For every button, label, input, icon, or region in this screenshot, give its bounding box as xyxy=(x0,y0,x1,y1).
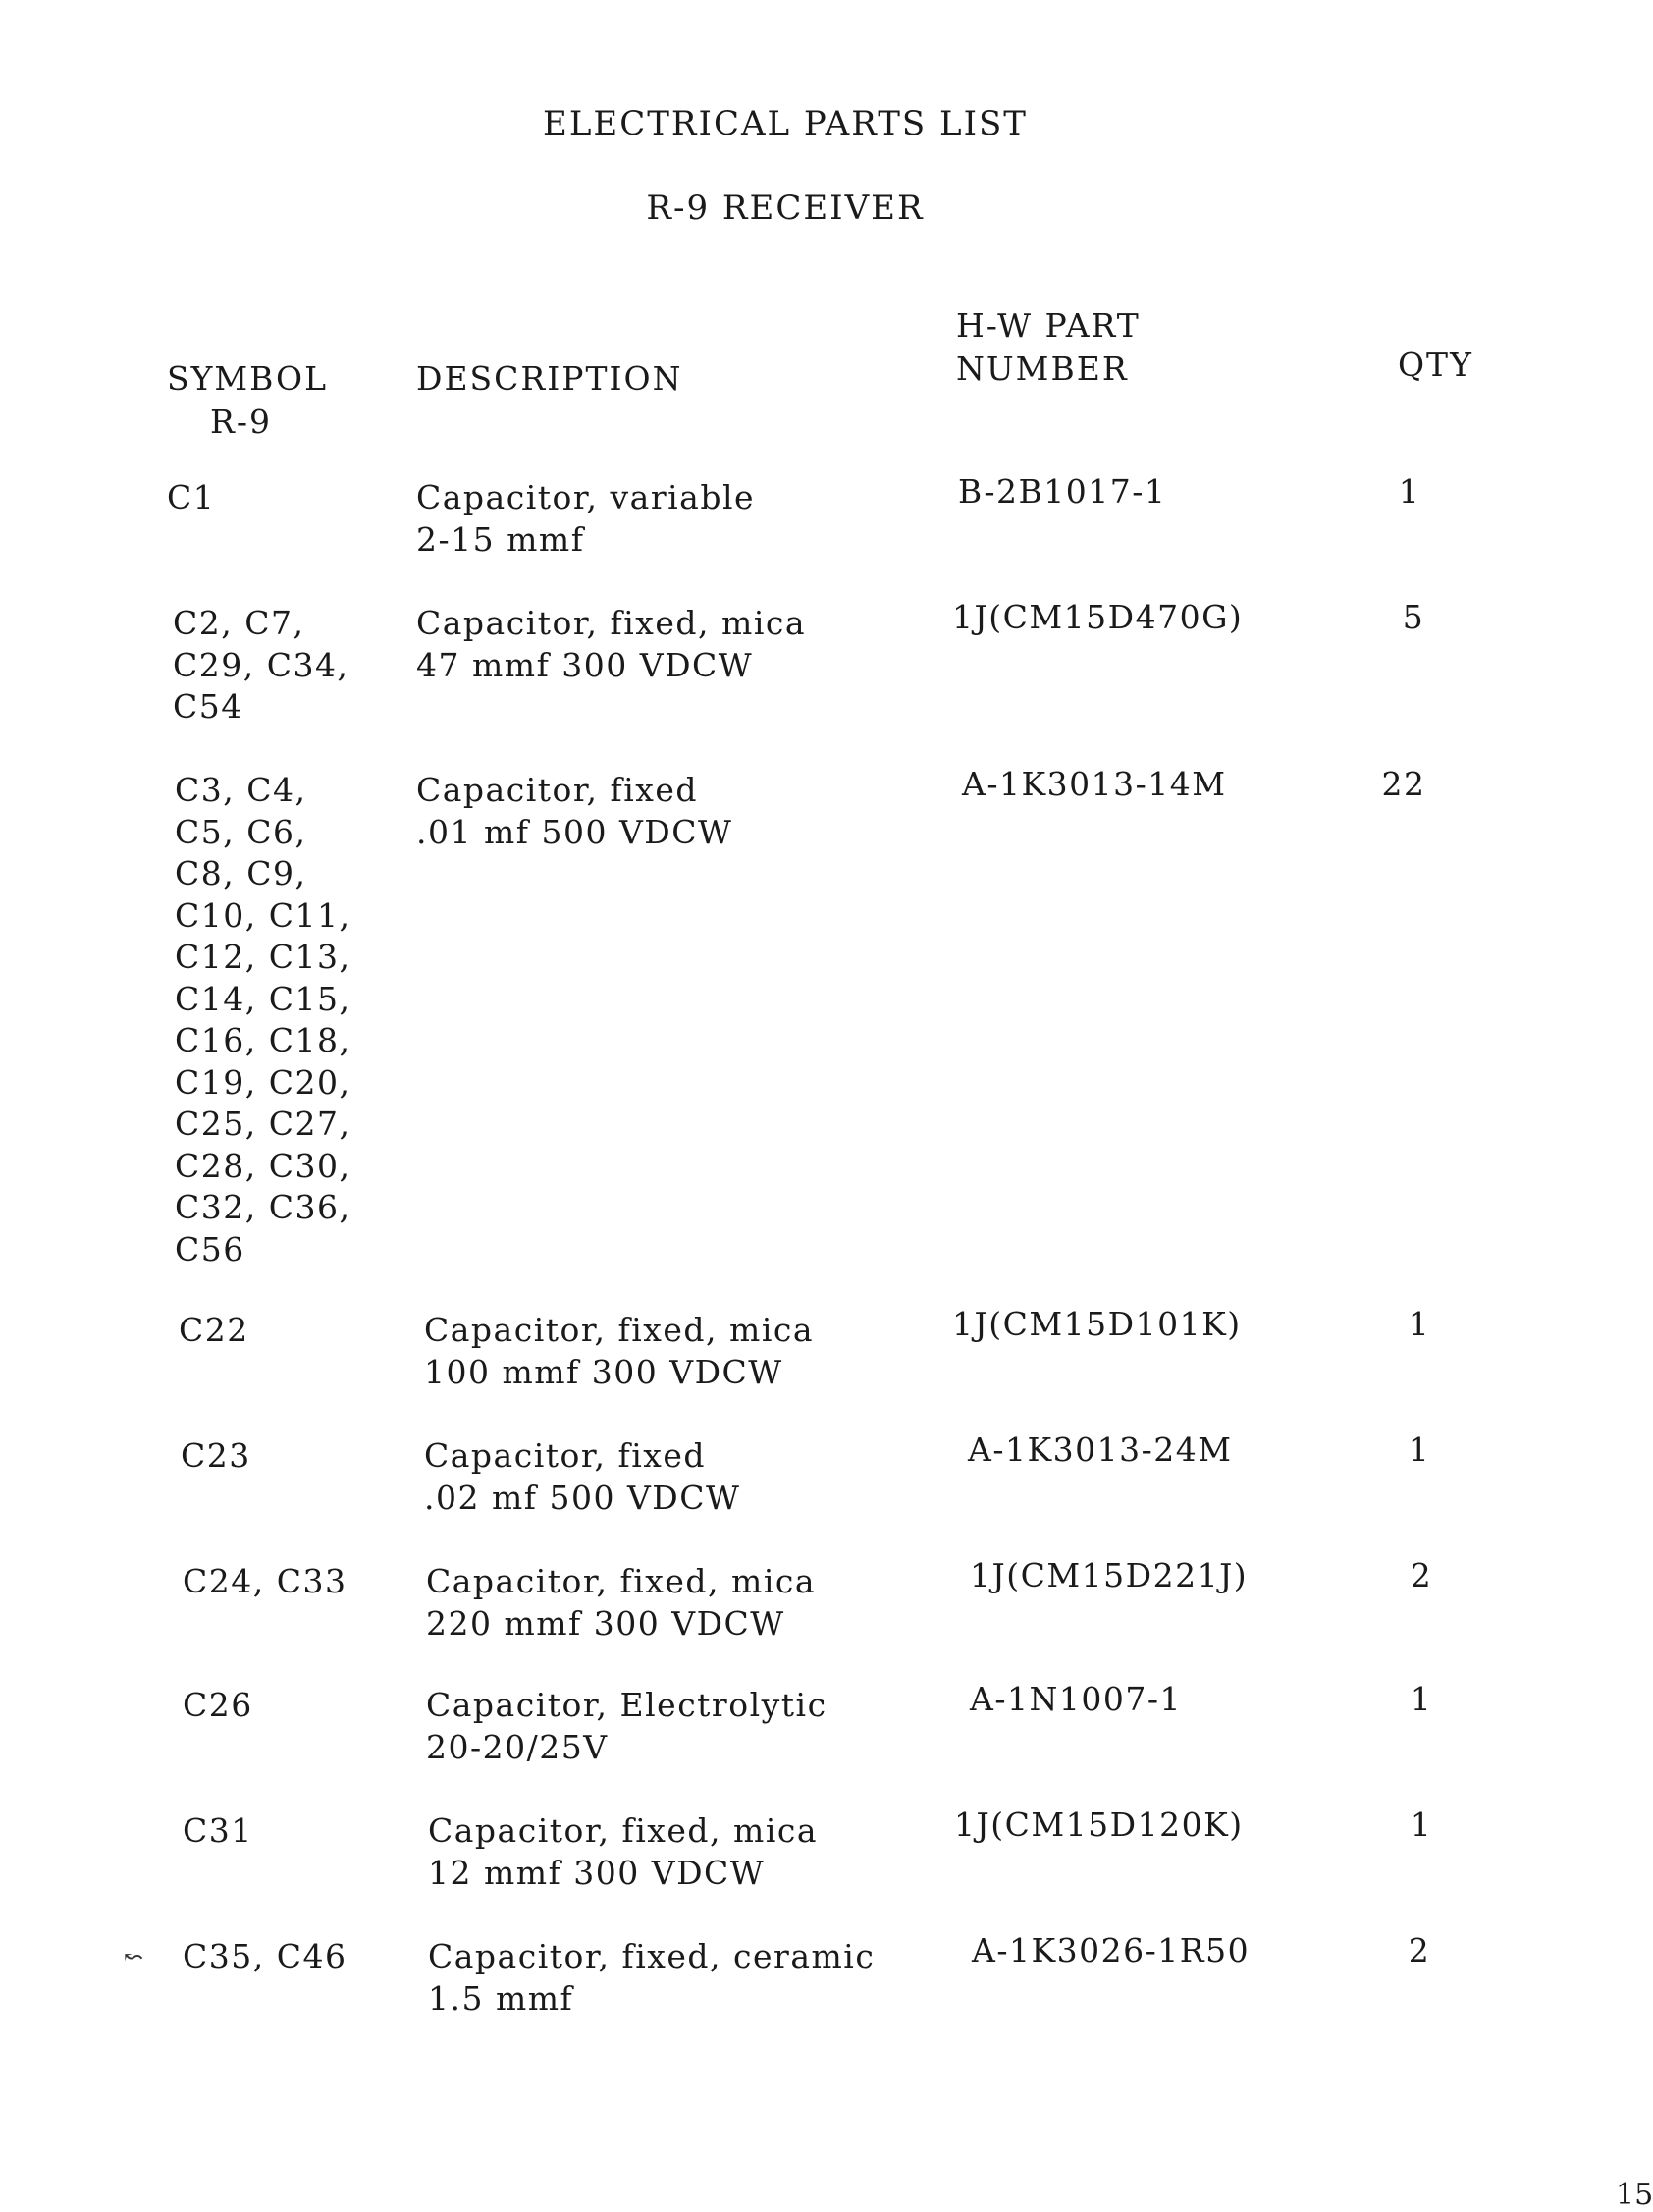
description-line: 47 mmf 300 VDCW xyxy=(416,645,754,684)
part-number-cell: 1J(CM15D101K) xyxy=(952,1305,1242,1343)
description-line: Capacitor, variable xyxy=(416,478,756,516)
symbol-cell xyxy=(181,1435,416,1478)
symbol-line: C3, C4, xyxy=(175,771,307,809)
symbol-line: C32, C36, xyxy=(175,1188,351,1226)
symbol-cell xyxy=(167,477,402,519)
qty-cell: 1 xyxy=(1410,1680,1433,1718)
margin-mark: ↜ xyxy=(124,1943,144,1970)
symbol-line: C23 xyxy=(181,1436,251,1475)
qty-cell: 1 xyxy=(1408,1430,1431,1469)
part-number-cell: A-1N1007-1 xyxy=(970,1680,1182,1718)
qty-cell: 2 xyxy=(1410,1556,1433,1594)
description-line: 20-20/25V xyxy=(426,1727,609,1766)
symbol-line: C26 xyxy=(183,1686,253,1724)
symbol-line: C19, C20, xyxy=(175,1062,351,1102)
qty-cell: 1 xyxy=(1408,1305,1431,1343)
part-number-cell: 1J(CM15D470G) xyxy=(952,598,1244,636)
symbol-line: C8, C9, xyxy=(175,854,307,892)
symbol-line: C5, C6, xyxy=(175,812,307,851)
description-line: Capacitor, fixed, mica xyxy=(428,1811,819,1850)
symbol-cell xyxy=(179,1310,414,1352)
part-number-cell: A-1K3013-14M xyxy=(962,765,1227,803)
symbol-cell xyxy=(183,1561,418,1603)
description-cell xyxy=(416,770,732,853)
symbol-cell xyxy=(173,603,408,728)
qty-cell: 1 xyxy=(1398,472,1421,511)
description-cell xyxy=(416,477,755,561)
description-line: Capacitor, fixed, mica xyxy=(426,1562,817,1600)
symbol-line: C10, C11, xyxy=(175,895,351,935)
symbol-line: C1 xyxy=(167,478,216,516)
header-symbol: SYMBOL xyxy=(167,359,329,398)
page-number: 15 xyxy=(1616,2178,1653,2212)
qty-cell: 22 xyxy=(1381,765,1426,803)
description-cell xyxy=(428,1936,875,2020)
description-line: 220 mmf 300 VDCW xyxy=(426,1603,785,1643)
description-cell xyxy=(424,1310,814,1393)
qty-cell: 2 xyxy=(1408,1931,1431,1969)
description-cell xyxy=(424,1435,740,1519)
description-line: 1.5 mmf xyxy=(428,1978,574,2018)
symbol-line: C22 xyxy=(179,1311,249,1349)
symbol-cell xyxy=(175,770,410,1270)
description-line: 12 mmf 300 VDCW xyxy=(428,1853,766,1892)
page-title: ELECTRICAL PARTS LIST xyxy=(543,104,1028,143)
description-cell xyxy=(416,603,806,686)
symbol-line: C24, C33 xyxy=(183,1562,347,1600)
description-line: Capacitor, fixed xyxy=(424,1436,707,1475)
symbol-line: C12, C13, xyxy=(175,938,351,976)
symbol-cell xyxy=(183,1810,418,1853)
symbol-line: C28, C30, xyxy=(175,1146,351,1185)
symbol-line: C25, C27, xyxy=(175,1105,351,1143)
part-number-cell: 1J(CM15D221J) xyxy=(970,1556,1249,1594)
symbol-line: C16, C18, xyxy=(175,1021,351,1059)
qty-cell: 5 xyxy=(1402,598,1425,636)
symbol-line: C56 xyxy=(175,1229,245,1268)
description-line: Capacitor, fixed, mica xyxy=(416,604,807,642)
header-part-number-line1: H-W PART xyxy=(956,306,1141,345)
symbol-line: C35, C46 xyxy=(183,1937,347,1975)
symbol-line: C14, C15, xyxy=(175,979,351,1018)
part-number-cell: A-1K3026-1R50 xyxy=(972,1931,1251,1969)
part-number-cell: B-2B1017-1 xyxy=(958,472,1167,511)
header-qty: QTY xyxy=(1398,346,1473,384)
header-symbol-sub: R-9 xyxy=(210,403,272,441)
qty-cell: 1 xyxy=(1410,1806,1433,1844)
page-subtitle: R-9 RECEIVER xyxy=(646,189,925,228)
description-line: Capacitor, fixed, ceramic xyxy=(428,1937,876,1975)
part-number-cell: 1J(CM15D120K) xyxy=(954,1806,1244,1844)
symbol-line: C2, C7, xyxy=(173,604,305,642)
description-line: Capacitor, Electrolytic xyxy=(426,1686,827,1724)
description-cell xyxy=(426,1685,827,1768)
part-number-cell: A-1K3013-24M xyxy=(968,1430,1233,1469)
symbol-cell xyxy=(183,1936,418,1978)
symbol-line: C31 xyxy=(183,1811,253,1850)
description-cell xyxy=(426,1561,816,1645)
header-part-number-line2: NUMBER xyxy=(956,350,1129,388)
symbol-line: C29, C34, xyxy=(173,645,349,684)
description-cell xyxy=(428,1810,818,1894)
symbol-line: C54 xyxy=(173,687,243,726)
symbol-cell xyxy=(183,1685,418,1727)
description-line: Capacitor, fixed xyxy=(416,771,699,809)
header-description: DESCRIPTION xyxy=(416,359,683,398)
description-line: 100 mmf 300 VDCW xyxy=(424,1352,783,1391)
description-line: 2-15 mmf xyxy=(416,519,585,559)
description-line: Capacitor, fixed, mica xyxy=(424,1311,815,1349)
description-line: .01 mf 500 VDCW xyxy=(416,812,733,851)
description-line: .02 mf 500 VDCW xyxy=(424,1478,741,1517)
